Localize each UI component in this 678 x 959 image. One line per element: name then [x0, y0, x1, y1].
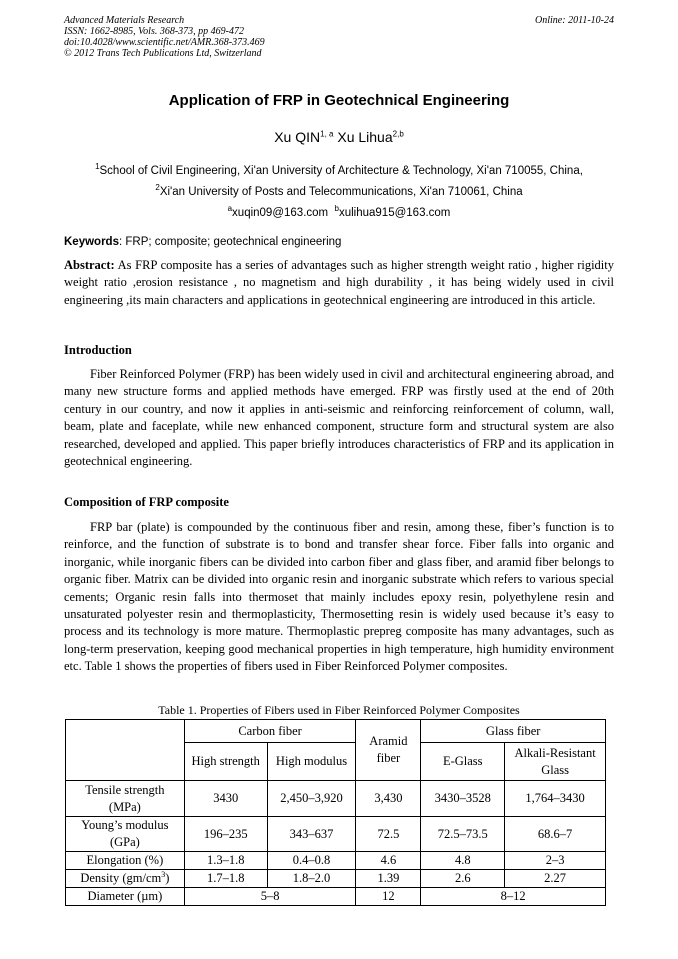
cell-high-modulus: 1.8–2.0 [267, 870, 356, 888]
composition-text: FRP bar (plate) is compounded by the continuous fiber and resin, among these, fiber’s function is to reinforce, and the function of substrate is to bond and transfer shear force. Fiber falls into organic and inorganic, while inorganic fibers can be divided into carbon fiber and glass fiber, and aramid fiber belongs to organic fiber. Matrix can be divided into organic resin and inorganic substrate which refers to various special cements; Organic resin falls into thermoset that mainly includes epoxy resin, polyethylene resin and unsaturated polyester resin and thermoplasticity, Thermosetting resin is widely used because it’s easy to process and its technology is more mature. Thermoplastic prepreg composite has many advantages, such as long-term preservation, keeping good mechanical properties in high temperature, high humidity environment etc. Table 1 shows the properties of fibers used in Fiber Reinforced Polymer composites. [64, 520, 614, 674]
cell-aramid: 3,430 [356, 781, 421, 817]
cell-ar-glass: 2.27 [505, 870, 606, 888]
table-row [66, 888, 606, 906]
affiliation-1 [0, 162, 678, 177]
table-header-row-1 [66, 720, 606, 743]
row-label: Young’s modulus (GPa) [66, 817, 185, 852]
table-row [66, 817, 606, 852]
abstract-text: As FRP composite has a series of advantages such as higher strength weight ratio , higher rigidity weight ratio ,erosion resistance , no magnetism and high durability , it has being widely used in civil engineering ,its main characters and applications in geotechnical engineering are introduced in this article. [64, 258, 614, 307]
header-carbon-fiber: Carbon fiber [184, 720, 356, 743]
row-label-text: Density (gm/cm [80, 871, 162, 885]
cell-aramid: 4.6 [356, 852, 421, 870]
header-e-glass: E-Glass [421, 743, 505, 781]
cell-e-glass: 3430–3528 [421, 781, 505, 817]
copyright-line: © 2012 Trans Tech Publications Ltd, Switzerland [64, 48, 262, 59]
table-row [66, 781, 606, 817]
email-line [0, 204, 678, 219]
affiliation-1-sup: 1 [95, 162, 100, 172]
email-b: xulihua915@163.com [338, 207, 451, 219]
issn-line: ISSN: 1662-8985, Vols. 368-373, pp 469-472 [64, 26, 244, 37]
cell-glass-diameter: 8–12 [421, 888, 606, 906]
composition-heading: Composition of FRP composite [64, 495, 229, 509]
header-high-modulus: High modulus [267, 743, 356, 781]
journal-name: Advanced Materials Research [64, 15, 185, 26]
journal-header [64, 15, 265, 59]
table-row [66, 852, 606, 870]
affiliation-2-text: Xi'an University of Posts and Telecommunications, Xi'an 710061, China [159, 186, 523, 198]
author-line [0, 129, 678, 145]
affiliation-2 [0, 183, 678, 198]
table-row [66, 870, 606, 888]
table-corner-cell [66, 720, 185, 781]
cell-e-glass: 2.6 [421, 870, 505, 888]
cell-ar-glass: 2–3 [505, 852, 606, 870]
cell-aramid: 72.5 [356, 817, 421, 852]
introduction-text: Fiber Reinforced Polymer (FRP) has been widely used in civil and architectural engineering abroad, and many new structure forms and applied methods have emerged. FRP was firstly used at the end of 20th century in our country, and now it applies in anti-seismic and reinforcing reinforcement of column, wall, beam, plate and faceplate, while new enhanced component, structure form and structural system are also researched, developed and applied. This paper briefly introduces characteristics of FRP and its application in geotechnical engineering. [64, 367, 614, 469]
email-a-sup: a [227, 204, 233, 214]
abstract-label: Abstract: [64, 258, 115, 272]
keywords [64, 236, 341, 248]
row-label: Tensile strength (MPa) [66, 781, 185, 817]
author-2-sup: 2,b [392, 129, 404, 139]
cell-high-strength: 196–235 [184, 817, 267, 852]
row-label: Diameter (µm) [66, 888, 185, 906]
introduction-heading: Introduction [64, 343, 132, 357]
cell-e-glass: 4.8 [421, 852, 505, 870]
header-high-strength: High strength [184, 743, 267, 781]
cell-aramid-diameter: 12 [356, 888, 421, 906]
header-glass-fiber: Glass fiber [421, 720, 606, 743]
row-label-sup: 3 [161, 869, 166, 879]
cell-ar-glass: 68.6–7 [505, 817, 606, 852]
author-2: Xu Lihua [337, 129, 393, 145]
email-a: xuqin09@163.com [232, 207, 329, 219]
cell-high-modulus: 0.4–0.8 [267, 852, 356, 870]
cell-ar-glass: 1,764–3430 [505, 781, 606, 817]
keywords-label: Keywords [64, 236, 119, 248]
table-caption: Table 1. Properties of Fibers used in Fiber Reinforced Polymer Composites [158, 703, 520, 717]
row-label [66, 870, 185, 888]
abstract [64, 257, 614, 309]
cell-high-modulus: 2,450–3,920 [267, 781, 356, 817]
cell-high-strength: 1.7–1.8 [184, 870, 267, 888]
fiber-properties-table [65, 719, 606, 906]
row-label: Elongation (%) [66, 852, 185, 870]
cell-carbon-diameter: 5–8 [184, 888, 356, 906]
doi-line: doi:10.4028/www.scientific.net/AMR.368-373.469 [64, 37, 265, 48]
author-1-sup: 1, a [320, 129, 334, 139]
cell-high-modulus: 343–637 [267, 817, 356, 852]
cell-aramid: 1.39 [356, 870, 421, 888]
keywords-text: : FRP; composite; geotechnical engineering [118, 236, 342, 248]
header-aramid-fiber: Aramid fiber [356, 720, 421, 781]
cell-e-glass: 72.5–73.5 [421, 817, 505, 852]
row-label-close: ) [165, 871, 170, 885]
cell-high-strength: 3430 [184, 781, 267, 817]
email-b-sup: b [334, 204, 339, 214]
paper-title: Application of FRP in Geotechnical Engineering [168, 92, 510, 109]
cell-high-strength: 1.3–1.8 [184, 852, 267, 870]
header-alkali-resistant-glass: Alkali-Resistant Glass [505, 743, 606, 781]
online-date: Online: 2011-10-24 [535, 15, 614, 26]
affiliation-1-text: School of Civil Engineering, Xi'an University of Architecture & Technology, Xi'an 710055, China, [99, 165, 583, 177]
affiliation-2-sup: 2 [155, 183, 160, 193]
author-1: Xu QIN [274, 129, 321, 145]
